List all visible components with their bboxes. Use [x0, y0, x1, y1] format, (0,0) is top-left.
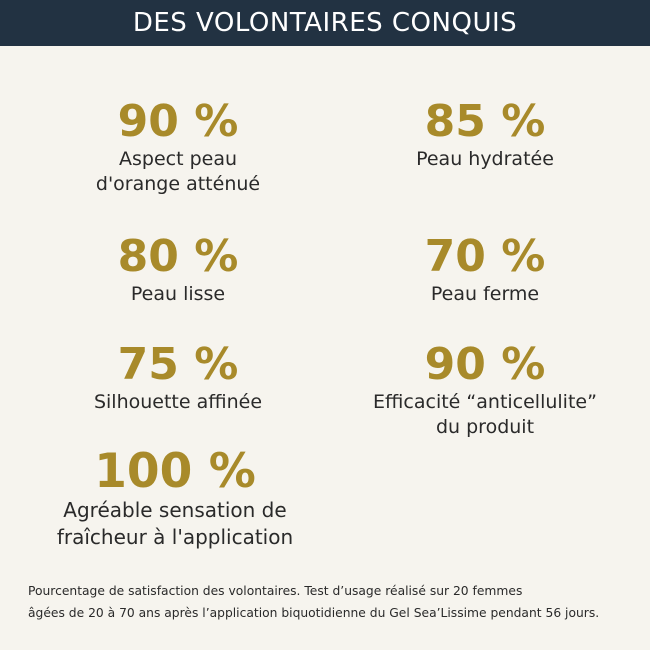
footnote-line: Pourcentage de satisfaction des volontaires. Test d’usage réalisé sur 20 femmes — [28, 584, 523, 598]
stat-percent: 90 % — [117, 96, 239, 147]
header-banner — [0, 0, 650, 46]
stat-label — [28, 282, 328, 307]
stat-label-line: d'orange atténué — [95, 173, 261, 195]
stat-label — [25, 497, 325, 551]
stat-label-line: Silhouette affinée — [93, 391, 263, 413]
stat-label-line: Peau hydratée — [416, 148, 554, 170]
stat-label-line: Peau ferme — [430, 283, 540, 305]
stat-label-line: Agréable sensation de — [63, 498, 287, 522]
stat-label — [28, 390, 328, 415]
stat-block — [28, 97, 328, 197]
stat-percent: 85 % — [424, 96, 546, 147]
stat-label-line: Aspect peau — [118, 148, 238, 170]
stat-block — [28, 232, 328, 307]
footnote — [28, 580, 638, 624]
stat-block — [25, 444, 325, 551]
stat-label — [335, 282, 635, 307]
stat-percent: 75 % — [117, 339, 239, 390]
stat-percent: 90 % — [424, 339, 546, 390]
stat-label-line: du produit — [435, 416, 535, 438]
stat-block — [335, 340, 635, 440]
stat-label-line: Efficacité “anticellulite” — [373, 391, 597, 413]
page-title: DES VOLONTAIRES CONQUIS — [132, 8, 518, 38]
stat-percent: 100 % — [94, 444, 256, 499]
stat-percent: 70 % — [424, 231, 546, 282]
stat-block — [335, 232, 635, 307]
stat-percent: 80 % — [117, 231, 239, 282]
stat-label — [335, 147, 635, 172]
stat-block — [335, 97, 635, 172]
stat-label — [335, 390, 635, 440]
footnote-line: âgées de 20 à 70 ans après l’application biquotidienne du Gel Sea’Lissime pendant 56 jours. — [28, 606, 600, 620]
stat-label-line: fraîcheur à l'application — [56, 525, 294, 549]
stat-label-line: Peau lisse — [130, 283, 226, 305]
stat-block — [28, 340, 328, 415]
stat-label — [28, 147, 328, 197]
